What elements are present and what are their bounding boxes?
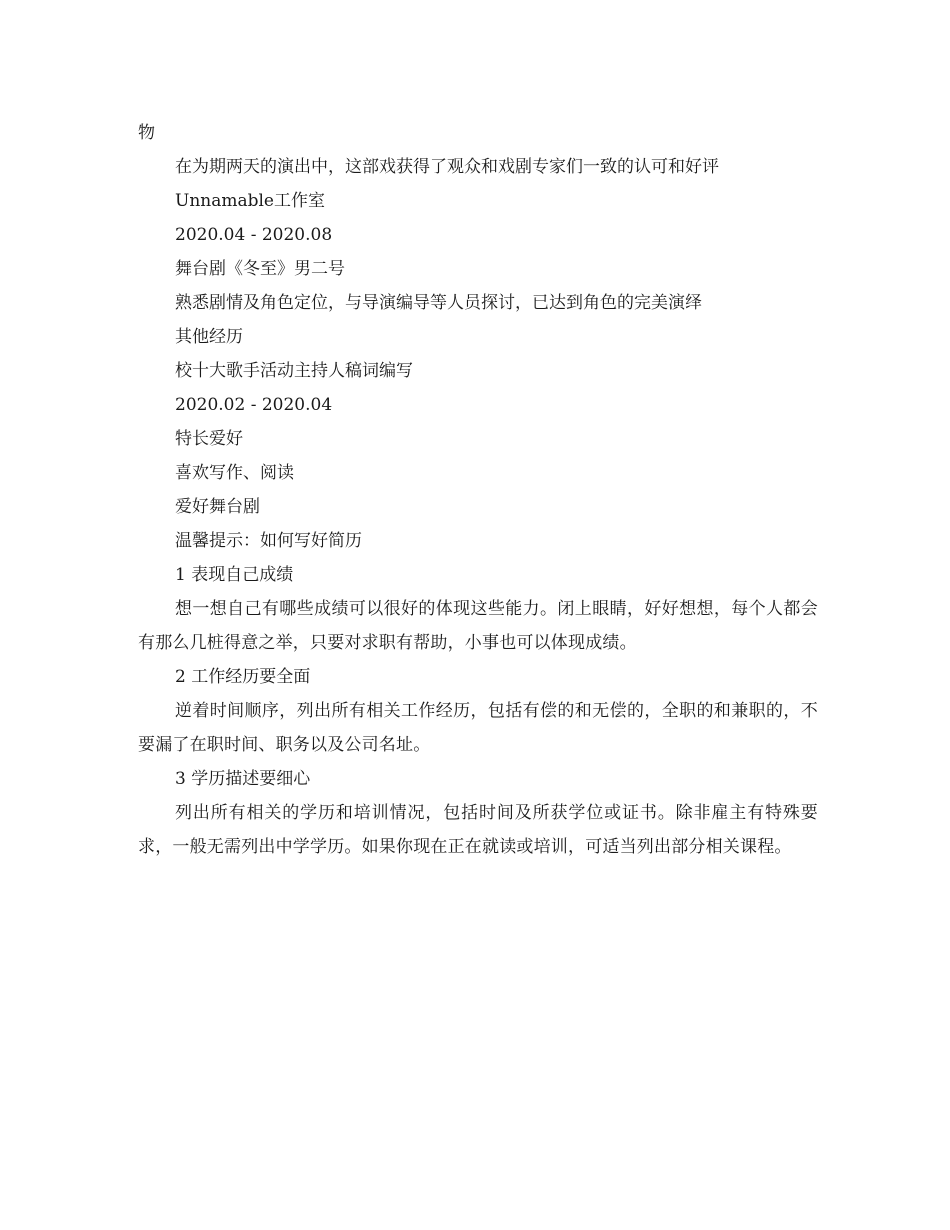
document-body — [138, 116, 818, 864]
tip-3-title: 3 学历描述要细心 — [175, 769, 311, 789]
tip-2-body: 逆着时间顺序，列出所有相关工作经历，包括有偿的和无偿的，全职的和兼职的，不要漏了在职时间、职务以及公司名址。 — [138, 701, 818, 755]
text-line-performance-review: 在为期两天的演出中，这部戏获得了观众和戏剧专家们一致的认可和好评 — [175, 157, 719, 177]
text-line-continuation: 物 — [138, 123, 155, 143]
tip-2-title: 2 工作经历要全面 — [175, 667, 311, 687]
text-line-studio-name: Unnamable工作室 — [175, 191, 325, 211]
tip-3-body: 列出所有相关的学历和培训情况，包括时间及所获学位或证书。除非雇主有特殊要求，一般无需列出中学学历。如果你现在正在就读或培训，可适当列出部分相关课程。 — [138, 803, 818, 857]
text-line-hobby-2: 爱好舞台剧 — [175, 497, 260, 517]
tip-1-title: 1 表现自己成绩 — [175, 565, 294, 585]
text-line-hobby-1: 喜欢写作、阅读 — [175, 463, 294, 483]
text-line-role-description: 熟悉剧情及角色定位，与导演编导等人员探讨，已达到角色的完美演绎 — [175, 293, 702, 313]
tip-1-body: 想一想自己有哪些成绩可以很好的体现这些能力。闭上眼睛，好好想想，每个人都会有那么几桩得意之举，只要对求职有帮助，小事也可以体现成绩。 — [138, 599, 818, 653]
section-heading-hobbies: 特长爱好 — [175, 429, 243, 449]
text-line-host-script: 校十大歌手活动主持人稿词编写 — [175, 361, 413, 381]
text-line-date-range: 2020.04 - 2020.08 — [175, 225, 333, 245]
text-line-date-range-2: 2020.02 - 2020.04 — [175, 395, 333, 415]
tips-heading: 温馨提示：如何写好简历 — [175, 531, 362, 551]
section-heading-other-experience: 其他经历 — [175, 327, 243, 347]
text-line-role: 舞台剧《冬至》男二号 — [175, 259, 345, 279]
